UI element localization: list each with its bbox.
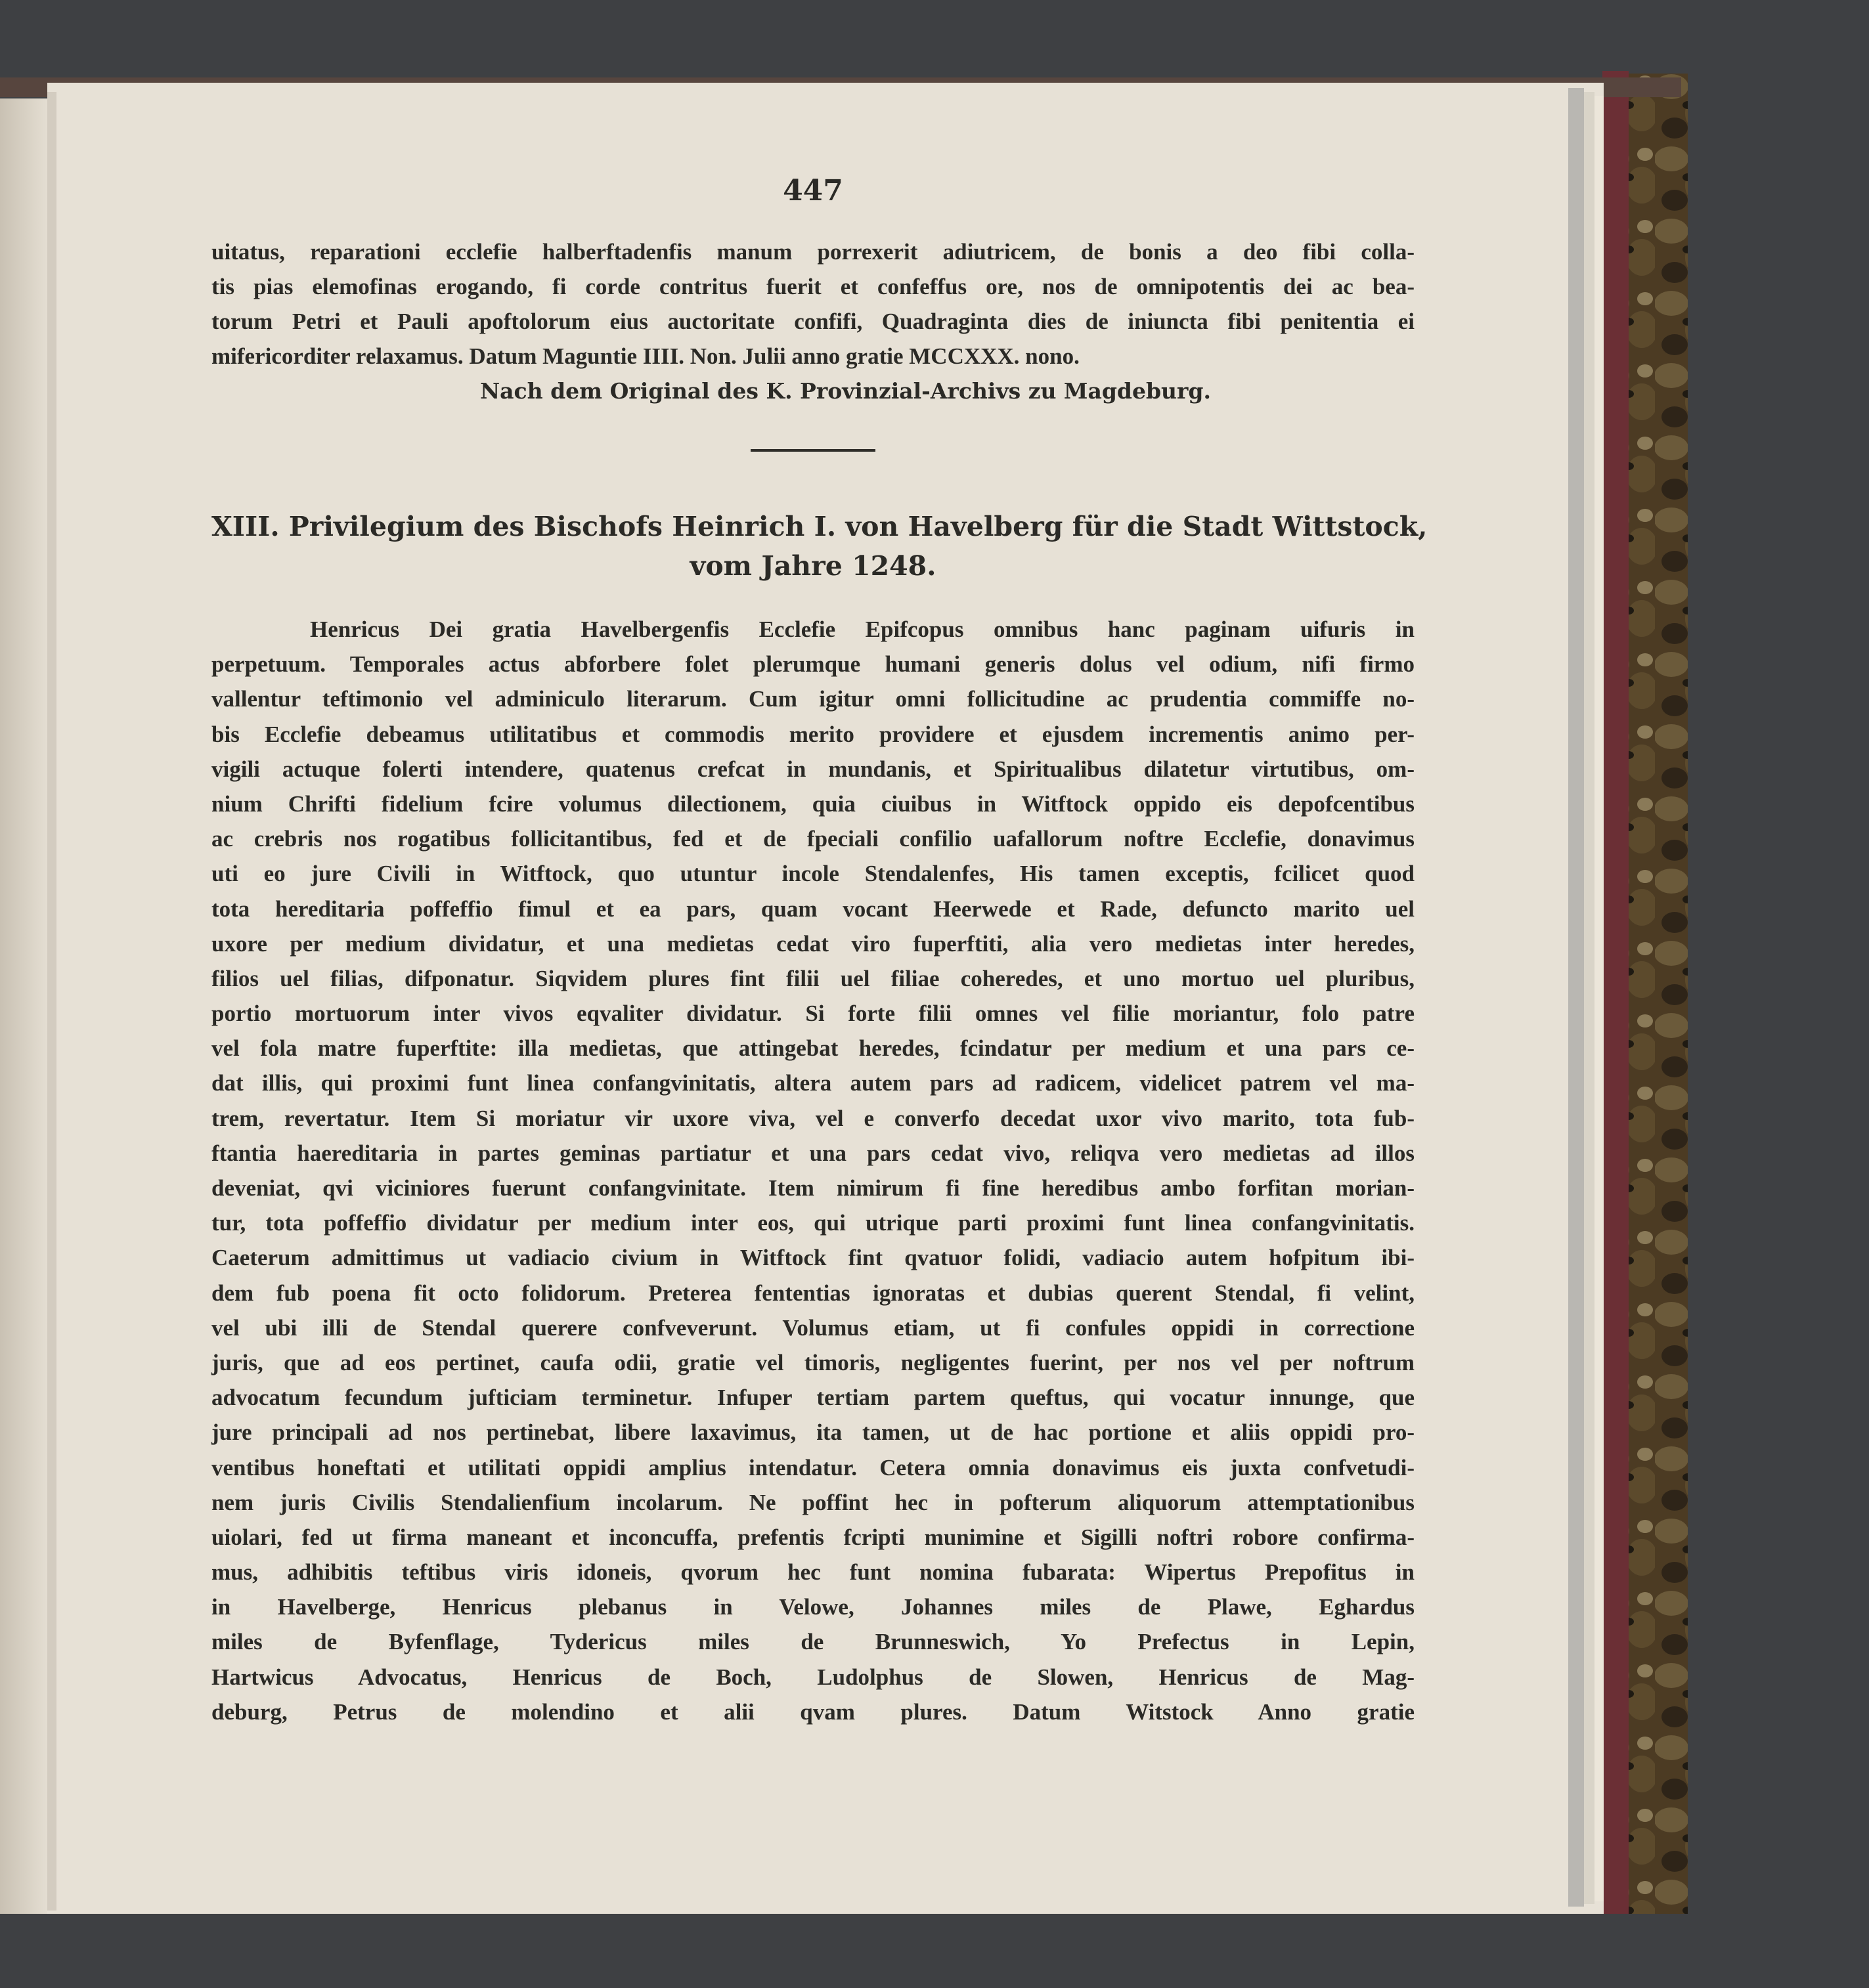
text-line: portio mortuorum inter vivos eqvaliter dividatur. Si forte filii omnes vel filie moriantur, folo patre <box>211 1001 1415 1027</box>
binding-edge <box>1602 71 1629 1918</box>
text-line: Caeterum admittimus ut vadiacio civium in Witftock fint qvatuor folidi, vadiacio autem hofpitum ibi- <box>211 1245 1415 1271</box>
page-number: 447 <box>783 174 843 207</box>
continuation-paragraph <box>211 234 1415 374</box>
text-line: dem fub poena fit octo folidorum. Preterea fententias ignoratas et dubias querent Stendal, fi velint, <box>211 1280 1415 1306</box>
text-line: tur, tota poffeffio dividatur per medium inter eos, qui utrique parti proximi funt linea confangvinitatis. <box>211 1210 1415 1236</box>
text-line: tis pias elemofinas erogando, fi corde contritus fuerit et confeffus ore, nos de omnipotentis dei ac bea- <box>211 274 1415 299</box>
text-line: ac crebris nos rogatibus follicitantibus, fed et de fpeciali confilio uafallorum noftre Ecclefie, donavimus <box>211 826 1415 852</box>
text-line: ventibus honeftati et utilitati oppidi amplius intendatur. Cetera omnia donavimus eis juxta confvetudi- <box>211 1454 1415 1480</box>
text-line: tota hereditaria poffeffio fimul et ea pars, quam vocant Heerwede et Rade, defuncto marito uel <box>211 896 1415 922</box>
text-line: vallentur teftimonio vel adminiculo literarum. Cum igitur omni follicitudine ac prudentia commiffe no- <box>211 686 1415 712</box>
heading-line-1: XIII. Privilegium des Bischofs Heinrich I. von Havelberg für die Stadt Wittstock, <box>211 511 1428 542</box>
page-text <box>211 167 1428 1729</box>
text-line: Hartwicus Advocatus, Henricus de Boch, Ludolphus de Slowen, Henricus de Mag- <box>211 1664 1415 1690</box>
text-line: advocatum fecundum jufticiam terminetur. Infuper tertiam partem queftus, qui vocatur innunge, que <box>211 1385 1415 1411</box>
text-line: nium Chrifti fidelium fcire volumus dilectionem, quia ciuibus in Witftock oppido eis depofcentibus <box>211 790 1415 817</box>
text-line: bis Ecclefie debeamus utilitatibus et commodis merito providere et ejusdem incrementis animo per- <box>211 721 1415 747</box>
text-line: uitatus, reparationi ecclefie halberftadenfis manum porrexerit adiutricem, de bonis a deo fibi colla- <box>211 239 1415 265</box>
text-line: Henricus Dei gratia Havelbergenfis Ecclefie Epifcopus omnibus hanc paginam uifuris in <box>310 616 1415 642</box>
heading-line-2: vom Jahre 1248. <box>690 550 936 582</box>
text-line: uiolari, fed ut firma maneant et inconcuffa, prefentis fcripti munimine et Sigilli noftri robore confirma- <box>211 1524 1415 1550</box>
text-line: vel ubi illi de Stendal querere confveverunt. Volumus etiam, ut fi confules oppidi in correctione <box>211 1314 1415 1341</box>
section-divider <box>751 449 875 452</box>
text-line: uti eo jure Civili in Witftock, quo utuntur incole Stendalenfes, His tamen exceptis, fcilicet quod <box>211 861 1415 887</box>
text-line: jure principali ad nos pertinebat, libere laxavimus, ita tamen, ut de hac portione et aliis oppidi pro- <box>211 1419 1415 1446</box>
text-line: uxore per medium dividatur, et una medietas cedat viro fuperftiti, alia vero medietas inter heredes, <box>211 930 1415 957</box>
text-line: ftantia haereditaria in partes geminas partiatur et una pars cedat vivo, reliqva vero medietas ad illos <box>211 1140 1415 1166</box>
text-line: perpetuum. Temporales actus abforbere folet plerumque humani generis dolus vel odium, nifi firmo <box>211 651 1415 678</box>
text-line: deveniat, qvi viciniores fuerunt confangvinitate. Item nimirum fi fine heredibus ambo forfitan morian- <box>211 1175 1415 1201</box>
section-heading <box>211 507 1428 586</box>
text-line: dat illis, qui proximi funt linea confangvinitatis, altera autem pars ad radicem, videlicet patrem vel ma- <box>211 1070 1415 1096</box>
text-line: in Havelberge, Henricus plebanus in Velowe, Johannes miles de Plawe, Eghardus <box>211 1594 1415 1620</box>
text-line: torum Petri et Pauli apoftolorum eius auctoritate confifi, Quadraginta dies de iniuncta fibi penitentia ei <box>211 309 1415 334</box>
text-line: mifericorditer relaxamus. Datum Maguntie IIII. Non. Julii anno gratie MCCXXX. nono. <box>211 343 1080 369</box>
left-page-edge <box>0 98 47 1914</box>
text-line: nem juris Civilis Stendalienfium incolarum. Ne poffint hec in pofterum aliquorum attemptationibus <box>211 1489 1415 1515</box>
text-line: vigili actuque folerti intendere, quatenus crefcat in mundanis, et Spiritualibus dilatetur virtutibus, om- <box>211 756 1415 782</box>
text-line: trem, revertatur. Item Si moriatur vir uxore viva, vel e converfo decedat uxor vivo marito, tota fub- <box>211 1105 1415 1131</box>
text-line: miles de Byfenflage, Tydericus miles de Brunneswich, Yo Prefectus in Lepin, <box>211 1629 1415 1655</box>
text-line: mus, adhibitis teftibus viris idoneis, qvorum hec funt nomina fubarata: Wipertus Prepofitus in <box>211 1559 1415 1586</box>
source-note: Nach dem Original des K. Provinzial-Archivs zu Magdeburg. <box>479 378 1211 404</box>
text-line: vel fola matre fuperftite: illa medietas, que attingebat heredes, fcindatur per medium et una pars ce- <box>211 1035 1415 1062</box>
text-line: deburg, Petrus de molendino et alii qvam plures. Datum Witstock Anno gratie <box>211 1698 1415 1725</box>
charter-text <box>211 612 1415 1729</box>
text-line: juris, que ad eos pertinet, caufa odii, gratie vel timoris, negligentes fuerint, per nos vel per noftrum <box>211 1349 1415 1375</box>
marbled-board <box>1622 74 1688 1918</box>
text-line: filios uel filias, difponatur. Siqvidem plures fint filii uel filiae coheredes, et uno mortuo uel pluribus, <box>211 965 1415 991</box>
